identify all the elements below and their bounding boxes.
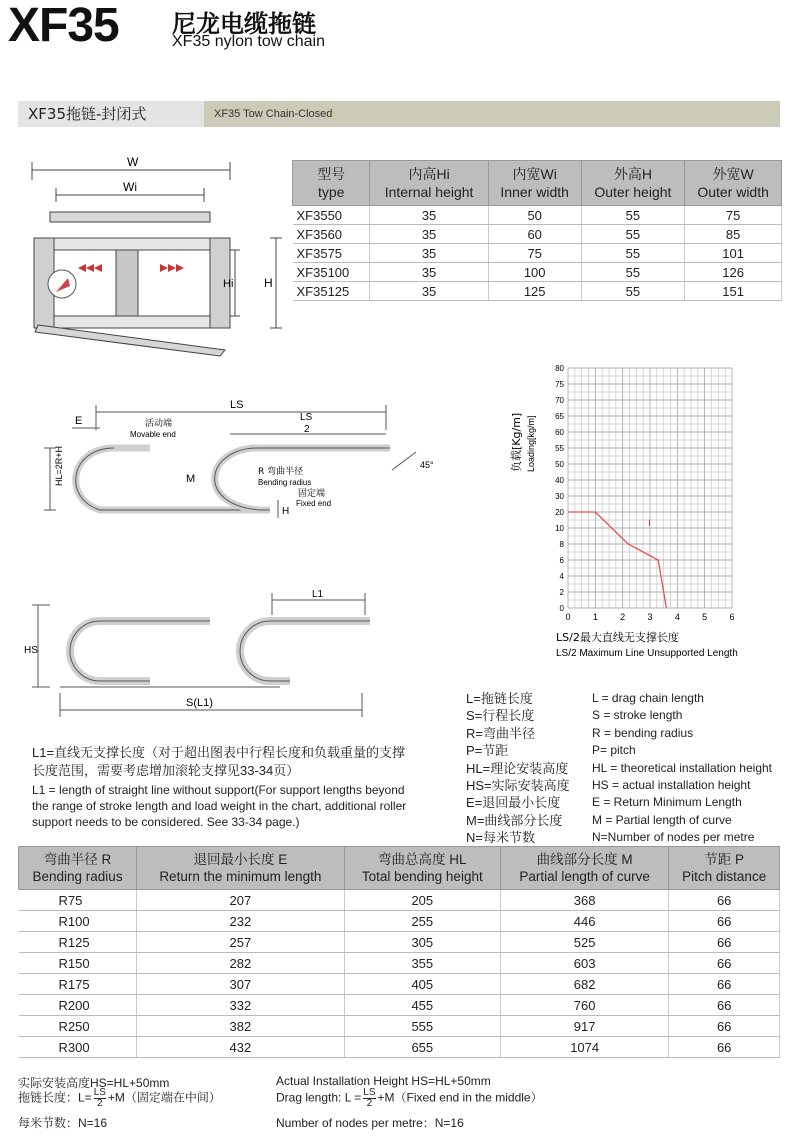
table-row: R100 232 255 446 66 [19, 911, 780, 932]
legend-item: HL=理论安装高度 [466, 760, 569, 776]
section-bar [18, 101, 780, 127]
header-pitch-distance: 节距 P Pitch distance [669, 847, 780, 890]
cross-section-diagram [20, 150, 290, 360]
footer-hs-cn: 实际安装高度HS=HL+50mm [18, 1076, 170, 1090]
chart-x-tick-label: 2 [620, 612, 626, 622]
label-e: E [75, 415, 83, 427]
legend-item: HS=实际安装高度 [466, 778, 570, 794]
table-row: XF3560 35 60 55 85 [293, 225, 782, 244]
table-row: R125 257 305 525 66 [19, 932, 780, 953]
legend-item: N=每米节数 [466, 830, 535, 846]
legend-item: N=Number of nodes per metre [592, 830, 755, 845]
table-row: R175 307 405 682 66 [19, 974, 780, 995]
chart-series-label: I [648, 519, 651, 529]
section-label-cn: XF35拖链-封闭式 [18, 101, 204, 127]
legend-item: E=退回最小长度 [466, 795, 561, 811]
legend-item: S = stroke length [592, 708, 683, 723]
header-inner-width: 内宽Wi Inner width [488, 161, 581, 206]
fraction-ls-2: $\frac{LS}{2}$ [93, 1087, 106, 1109]
chart-y-tick-label: 55 [555, 444, 564, 453]
table-row: XF3550 35 50 55 75 [293, 206, 782, 225]
chart-y-tick-label: 8 [559, 540, 564, 549]
legend-item: L = drag chain length [592, 691, 704, 705]
chart-x-tick-label: 5 [702, 612, 708, 622]
label-m: M [186, 473, 196, 485]
chart-y-tick-label: 2 [559, 588, 564, 597]
header-type: 型号 type [293, 161, 370, 206]
label-movable-en: Movable end [130, 430, 176, 439]
legend-item: HS = actual installation height [592, 778, 751, 793]
legend-item: P= pitch [592, 743, 636, 758]
header-bending-radius: 弯曲半径 R Bending radius [19, 847, 137, 890]
label-fixed-cn: 固定端 [298, 489, 326, 499]
chart-y-tick-label: 0 [559, 604, 564, 613]
table-row: XF35125 35 125 55 151 [293, 282, 782, 301]
footer-nodes-en: Number of nodes per metre：N=16 [276, 1116, 464, 1130]
header-total-bending-height: 弯曲总高度 HL Total bending height [344, 847, 500, 890]
label-movable-cn: 活动端 [145, 419, 173, 429]
load-chart [500, 360, 790, 660]
chart-x-tick-label: 1 [592, 612, 598, 622]
chart-xlabel-cn: LS/2最大直线无支撑长度 [556, 631, 679, 644]
table-row: R250 382 555 917 66 [19, 1016, 780, 1037]
footer-nodes-cn: 每米节数：N=16 [18, 1116, 108, 1130]
table-row: R300 432 655 1074 66 [19, 1037, 780, 1058]
brand-model: XF35 [8, 0, 119, 52]
table-row: R200 332 455 760 66 [19, 995, 780, 1016]
label-h-small: H [282, 506, 290, 517]
legend-item: L=拖链长度 [466, 691, 533, 706]
legend-cn [466, 690, 570, 847]
header-partial-curve-length: 曲线部分长度 M Partial length of curve [500, 847, 668, 890]
legend-item: S=行程长度 [466, 708, 535, 724]
header-outer-width: 外宽W Outer width [685, 161, 782, 206]
label-ls-half-den: 2 [304, 424, 310, 435]
radius-header-row [19, 847, 780, 890]
chart-x-tick-label: 6 [729, 612, 735, 622]
footer-length-en: Drag length: L = $\frac{LS}{2}$ +M（Fixed end in the middle） [276, 1087, 543, 1109]
label-ls: LS [230, 399, 244, 411]
chart-y-ticks [555, 364, 564, 613]
legend-en [592, 690, 772, 847]
label-radius-cn: R 弯曲半径 [258, 467, 304, 477]
chart-y-tick-label: 50 [555, 460, 564, 469]
chart-y-tick-label: 6 [559, 556, 564, 565]
chart-x-ticks [565, 612, 734, 622]
chart-x-tick-label: 3 [647, 612, 653, 622]
header-internal-height: 内高Hi Internal height [370, 161, 488, 206]
chart-y-tick-label: 70 [555, 396, 564, 405]
note-l1-cn: L1=直线无支撑长度（对于超出图表中行程长度和负载重量的支撑长度范围，需要考虑增加滚轮支撑见33-34页） [32, 745, 406, 778]
title-chinese: 尼龙电缆拖链 [172, 10, 316, 38]
chart-y-tick-label: 30 [555, 492, 564, 501]
legend-item: M=曲线部分长度 [466, 812, 563, 828]
label-w: W [127, 155, 139, 169]
chart-y-tick-label: 20 [555, 508, 564, 517]
table-row: XF35100 35 100 55 126 [293, 263, 782, 282]
support-length-diagram [20, 585, 370, 720]
chart-ylabel-en: Loading[kg/m] [526, 415, 536, 472]
label-l1: L1 [312, 589, 324, 600]
label-fixed-en: Fixed end [296, 499, 332, 508]
bending-radius-table [18, 846, 780, 1058]
label-stroke: S(L1) [186, 697, 213, 709]
label-hl: HL=2R+H [54, 445, 64, 486]
legend-item: M = Partial length of curve [592, 812, 732, 827]
chart-y-tick-label: 65 [555, 412, 564, 421]
title-english: XF35 nylon tow chain [172, 33, 325, 50]
footer-hs-en: Actual Installation Height HS=HL+50mm [276, 1074, 491, 1088]
chart-grid [568, 368, 732, 608]
label-h: H [264, 276, 273, 290]
header-outer-height: 外高H Outer height [581, 161, 685, 206]
chain-installation-diagram [30, 390, 440, 540]
chart-x-tick-label: 0 [565, 612, 571, 622]
chart-xlabel-en: LS/2 Maximum Line Unsupported Length [556, 648, 738, 659]
label-radius-en: Bending radius [258, 478, 312, 487]
footer-length-cn: 拖链长度：L= $\frac{LS}{2}$ +M（固定端在中间） [18, 1087, 221, 1109]
chart-y-tick-label: 40 [555, 476, 564, 485]
chart-y-tick-label: 4 [559, 572, 564, 581]
label-hs: HS [24, 645, 38, 656]
fraction-ls-2: $\frac{LS}{2}$ [363, 1087, 376, 1109]
chart-y-tick-label: 80 [555, 364, 564, 373]
chart-y-tick-label: 10 [555, 524, 564, 533]
section-label-en: XF35 Tow Chain-Closed [204, 101, 780, 127]
dimensions-header-row [293, 161, 782, 206]
legend-item: P=节距 [466, 743, 509, 759]
legend-item: R=弯曲半径 [466, 725, 535, 741]
note-l1-en: L1 = length of straight line without support(For support lengths beyond the range of stroke length and load weight in the chart, additional roller support needs to be considered. See 33-34 page.) [32, 783, 407, 829]
label-wi: Wi [123, 180, 137, 194]
header-return-min-length: 退回最小长度 E Return the minimum length [137, 847, 345, 890]
chart-y-tick-label: 60 [555, 428, 564, 437]
dimensions-table [292, 160, 782, 301]
chart-y-tick-label: 75 [555, 380, 564, 389]
legend-item: R = bending radius [592, 725, 694, 740]
label-ls-half-num: LS [300, 412, 313, 423]
legend-item: HL = theoretical installation height [592, 760, 772, 775]
chart-ylabel-cn: 负载[Kg/m] [510, 412, 523, 472]
table-row: XF3575 35 75 55 101 [293, 244, 782, 263]
legend-item: E = Return Minimum Length [592, 795, 742, 810]
label-angle: 45° [420, 460, 434, 470]
chart-x-tick-label: 4 [674, 612, 680, 622]
label-hi: Hi [223, 278, 234, 290]
table-row: R150 282 355 603 66 [19, 953, 780, 974]
table-row: R75 207 205 368 66 [19, 890, 780, 911]
